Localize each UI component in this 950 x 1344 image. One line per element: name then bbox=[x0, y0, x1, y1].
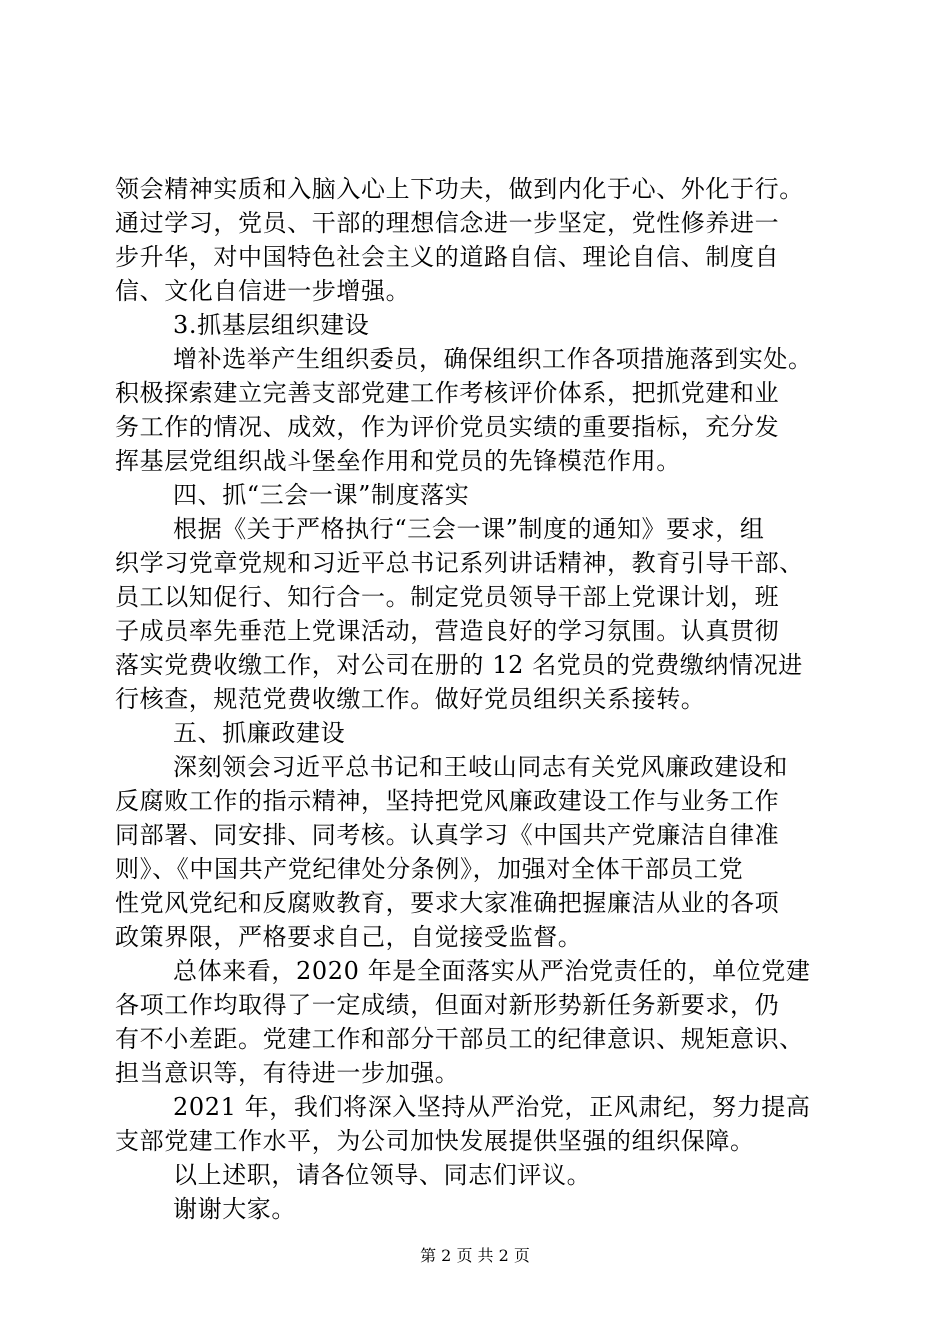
text-line: 积极探索建立完善支部党建工作考核评价体系，把抓党建和业 bbox=[115, 379, 780, 407]
text-line: 增补选举产生组织委员，确保组织工作各项措施落到实处。 bbox=[173, 345, 813, 373]
text-line: 五、抓廉政建设 bbox=[173, 719, 346, 747]
text-line: 通过学习，党员、干部的理想信念进一步坚定，党性修养进一 bbox=[115, 209, 780, 237]
text-line: 2021 年，我们将深入坚持从严治党，正风肃纪，努力提高 bbox=[173, 1093, 811, 1121]
text-line: 同部署、同安排、同考核。认真学习《中国共产党廉洁自律准 bbox=[115, 821, 780, 849]
text-line: 以上述职，请各位领导、同志们评议。 bbox=[173, 1161, 592, 1189]
text-line: 政策界限，严格要求自己，自觉接受监督。 bbox=[115, 923, 583, 951]
text-line: 谢谢大家。 bbox=[173, 1195, 296, 1223]
page-footer: 第 2 页 共 2 页 bbox=[420, 1246, 530, 1265]
text-line: 反腐败工作的指示精神，坚持把党风廉政建设工作与业务工作 bbox=[115, 787, 780, 815]
text-line: 行核查，规范党费收缴工作。做好党员组织关系接转。 bbox=[115, 685, 706, 713]
text-line: 落实党费收缴工作，对公司在册的 12 名党员的党费缴纳情况进 bbox=[115, 651, 803, 679]
text-line: 3.抓基层组织建设 bbox=[173, 311, 370, 339]
text-line: 总体来看，2020 年是全面落实从严治党责任的，单位党建 bbox=[173, 957, 811, 985]
text-line: 务工作的情况、成效，作为评价党员实绩的重要指标，充分发 bbox=[115, 413, 780, 441]
text-line: 领会精神实质和入脑入心上下功夫，做到内化于心、外化于行。 bbox=[115, 175, 804, 203]
text-line: 担当意识等，有待进一步加强。 bbox=[115, 1059, 460, 1087]
text-line: 信、文化自信进一步增强。 bbox=[115, 277, 411, 305]
text-line: 步升华，对中国特色社会主义的道路自信、理论自信、制度自 bbox=[115, 243, 780, 271]
text-line: 性党风党纪和反腐败教育，要求大家准确把握廉洁从业的各项 bbox=[115, 889, 780, 917]
text-line: 则》、《中国共产党纪律处分条例》，加强对全体干部员工党 bbox=[115, 855, 744, 883]
text-line: 深刻领会习近平总书记和王岐山同志有关党风廉政建设和 bbox=[173, 753, 788, 781]
text-line: 支部党建工作水平，为公司加快发展提供坚强的组织保障。 bbox=[115, 1127, 755, 1155]
text-line: 子成员率先垂范上党课活动，营造良好的学习氛围。认真贯彻 bbox=[115, 617, 780, 645]
text-line: 各项工作均取得了一定成绩，但面对新形势新任务新要求，仍 bbox=[115, 991, 780, 1019]
text-line: 有不小差距。党建工作和部分干部员工的纪律意识、规矩意识、 bbox=[115, 1025, 804, 1053]
text-line: 挥基层党组织战斗堡垒作用和党员的先锋模范作用。 bbox=[115, 447, 681, 475]
text-line: 织学习党章党规和习近平总书记系列讲话精神，教育引导干部、 bbox=[115, 549, 804, 577]
text-line: 根据《关于严格执行“三会一课”制度的通知》要求，组 bbox=[173, 515, 765, 543]
text-line: 四、抓“三会一课”制度落实 bbox=[173, 481, 470, 509]
text-line: 员工以知促行、知行合一。制定党员领导干部上党课计划，班 bbox=[115, 583, 780, 611]
document-body bbox=[115, 172, 855, 1226]
